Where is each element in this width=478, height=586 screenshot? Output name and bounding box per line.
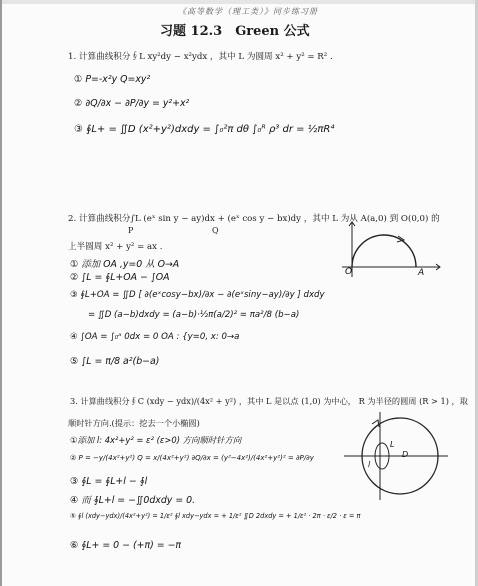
page-title: 习题 12.3 Green 公式 (160, 24, 310, 39)
q2-underbrace-q: Q (212, 226, 219, 235)
q1-step-2: ② ∂Q/∂x − ∂P/∂y = y²+x² (74, 98, 190, 109)
q2-text-cont: 上半圆周 x² + y² = ax . (68, 242, 163, 252)
q2-figure-x-arrow (436, 264, 440, 270)
q3-step-2: ② P = −y/(4x²+y²) Q = x/(4x²+y²) ∂Q/∂x = (y²−4x²)/(4x²+y²)² = ∂P/∂y (70, 454, 314, 462)
q3-figure-label-l-big: L (390, 440, 395, 449)
q3-step-4: ④ 而 ∮L+l = −∬0dxdy = 0. (70, 495, 196, 506)
q3-step-5: ⑤ ∮l (xdy−ydx)/(4x²+y²) = 1/ε² ∮l xdy−ydx = + 1/ε² ∬D 2dxdy = + 1/ε² · 2π · ε/2 · ε = π (70, 512, 361, 520)
scan-top-band (0, 0, 478, 4)
q3-figure-label-l-small: l (368, 460, 371, 469)
q1-step-3: ③ ∮L+ = ∬D (x²+y²)dxdy = ∫₀²π dθ ∫₀ᴿ ρ³ dr = ½πR⁴ (74, 124, 335, 135)
q2-step-3: ③ ∮L+OA = ∬D [ ∂(eˣcosy−bx)/∂x − ∂(eˣsiny−ay)/∂y ] dxdy (70, 290, 325, 300)
q2-figure-label-o: O (345, 267, 353, 277)
q3-figure-ellipse (375, 443, 389, 469)
q3-step-1: ①添加 l: 4x²+y² = ε² (ε>0) 方向顺时针方向 (70, 435, 242, 445)
q2-text: 2. 计算曲线积分∫L (eˣ sin y − ay)dx + (eˣ cos y − bx)dy ，其中 L 为从 A(a,0) 到 O(0,0) 的 (68, 214, 440, 224)
q2-figure-label-a: A (418, 268, 425, 278)
q1-step-1: ① P=-x²y Q=xy² (74, 74, 151, 85)
q2-figure-direction-arrow (397, 236, 404, 242)
q2-underbrace-p: P (128, 226, 134, 235)
q2-step-3b: = ∬D (a−b)dxdy = (a−b)·½π(a/2)² = πa²/8 (b−a) (88, 310, 300, 320)
q2-step-4: ④ ∫OA = ∫₀ᵃ 0dx = 0 OA : {y=0, x: 0→a (70, 332, 240, 342)
q2-step-1: ① 添加 OA ,y=0 从 O→A (70, 259, 180, 270)
page-header: 《高等数学（理工类）》同步练习册 (178, 7, 318, 16)
q1-text: 1. 计算曲线积分∮L xy²dy − x²ydx ，其中 L 为圆周 x² + y² = R² . (68, 52, 333, 62)
q2-figure-semicircle (352, 235, 416, 267)
q3-figure-arrow (372, 420, 379, 427)
scan-left-edge (0, 0, 2, 586)
q2-step-2: ② ∫L = ∮L+OA − ∫OA (70, 272, 170, 283)
q3-text: 3. 计算曲线积分∮C (xdy − ydx)/(4x² + y²) ，其中 L 是以点 (1,0) 为中心， R 为半径的圆周 (R > 1) ，取 (70, 396, 468, 406)
q3-figure-circle (362, 418, 438, 494)
q3-figure-label-d: D (402, 450, 409, 459)
q2-step-5: ⑤ ∫L = π/8 a²(b−a) (70, 356, 160, 367)
q3-step-6: ⑥ ∮L+ = 0 − (+π) = −π (70, 540, 182, 551)
q3-step-3: ③ ∮L = ∮L+l − ∮l (70, 476, 148, 487)
q3-text-cont: 顺时针方向.(提示：挖去一个小椭圆) (68, 418, 200, 428)
